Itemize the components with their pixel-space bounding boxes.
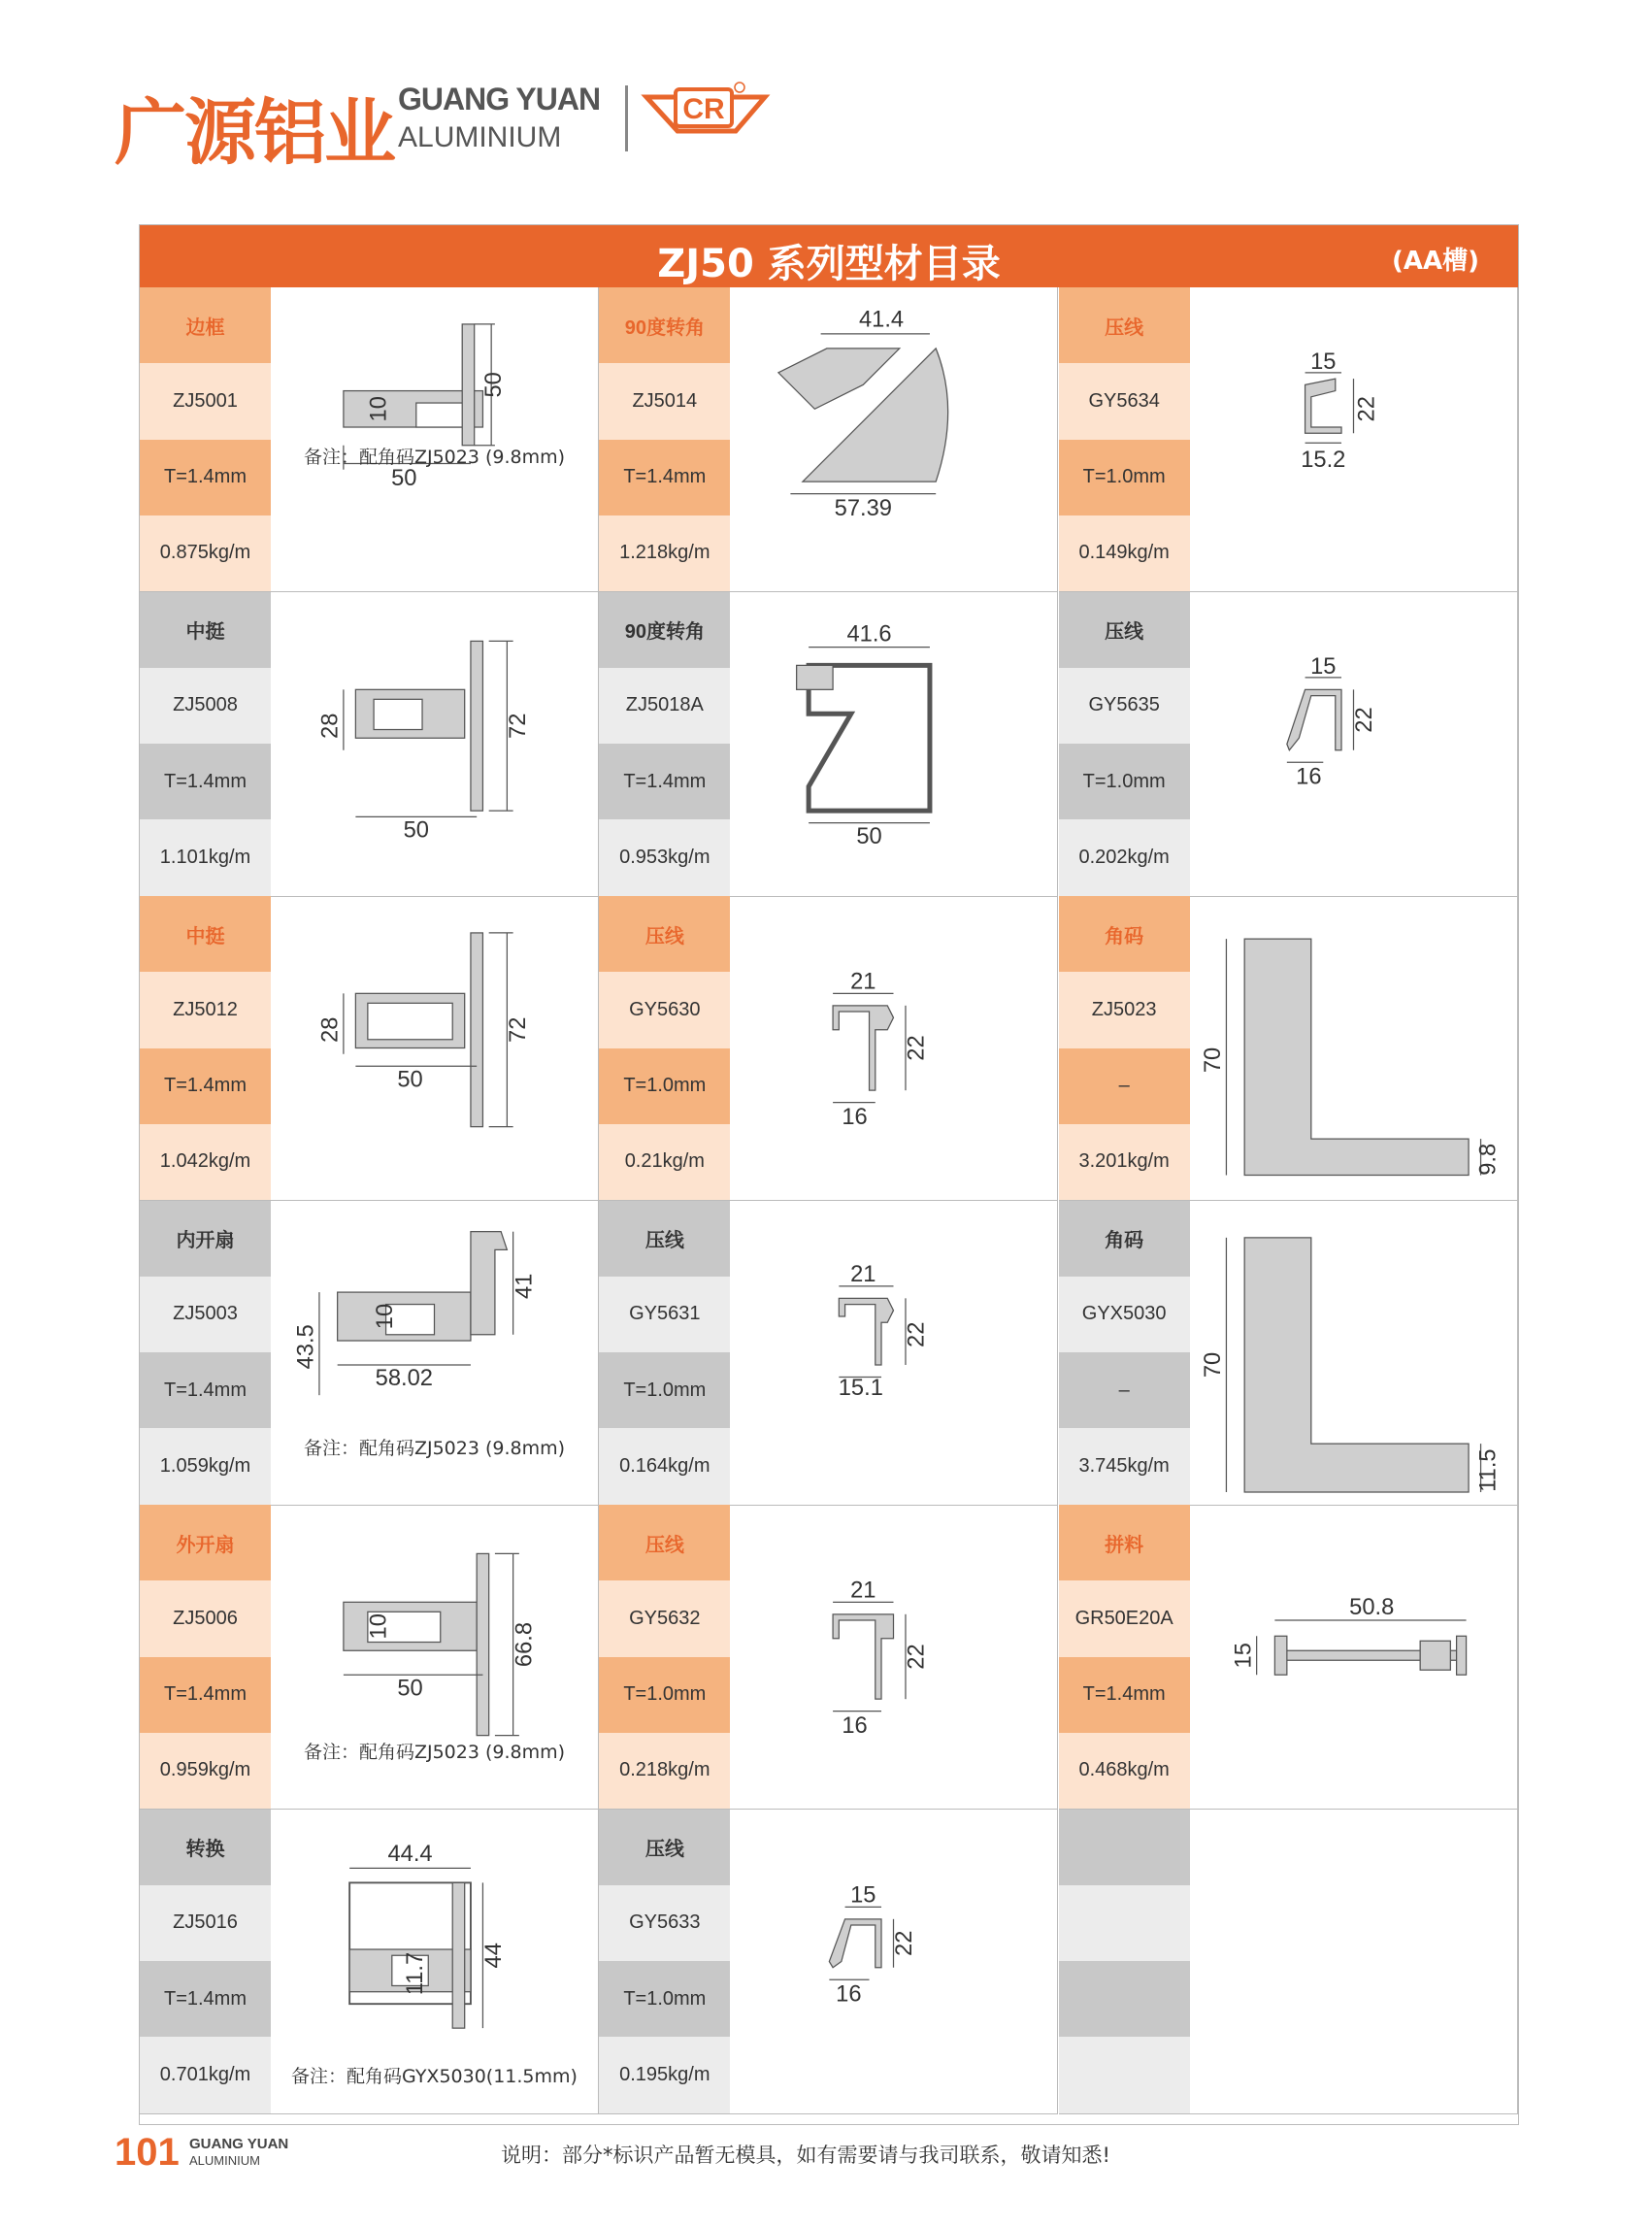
dimension-label: 11.7 <box>403 1951 429 1995</box>
profile-drawing <box>271 1201 598 1505</box>
product-cell <box>140 1505 599 1810</box>
product-thickness: T=1.4mm <box>140 440 271 515</box>
product-weight <box>1059 2037 1190 2112</box>
profile-drawing <box>271 287 598 591</box>
profile-section-icon <box>730 1810 1057 2113</box>
product-cell <box>1059 1810 1518 2114</box>
product-labels <box>599 1505 730 1809</box>
product-labels <box>140 896 271 1200</box>
product-name: 边框 <box>140 287 271 363</box>
profile-section-icon <box>1190 287 1517 591</box>
profile-drawing <box>730 592 1057 896</box>
product-weight: 1.042kg/m <box>140 1124 271 1200</box>
product-remark: 备注：配角码GYX5030(11.5mm) <box>291 2065 578 2087</box>
dimension-label: 16 <box>836 1981 862 2008</box>
product-weight: 0.468kg/m <box>1059 1733 1190 1809</box>
product-cell <box>140 896 599 1201</box>
product-name <box>1059 1810 1190 1885</box>
profile-section-icon <box>1190 1201 1517 1505</box>
product-code: GY5635 <box>1059 668 1190 744</box>
dimension-label: 50 <box>391 465 417 491</box>
product-labels <box>140 1505 271 1809</box>
product-name: 压线 <box>599 1810 730 1885</box>
dimension-label: 22 <box>892 1930 918 1956</box>
product-weight: 3.201kg/m <box>1059 1124 1190 1200</box>
profile-drawing <box>730 896 1057 1200</box>
profile-drawing <box>730 287 1057 591</box>
product-weight: 1.101kg/m <box>140 819 271 895</box>
catalog-title-bar <box>140 225 1518 287</box>
dimension-label: 15.2 <box>1300 448 1346 474</box>
product-name: 90度转角 <box>599 592 730 668</box>
product-code: ZJ5008 <box>140 668 271 744</box>
product-code <box>1059 1885 1190 1961</box>
product-labels <box>599 592 730 896</box>
profile-drawing <box>730 1505 1057 1809</box>
profile-drawing <box>271 1505 598 1809</box>
product-cell <box>140 592 599 897</box>
product-cell <box>1059 1505 1518 1810</box>
product-thickness: T=1.0mm <box>599 1352 730 1428</box>
dimension-label: 70 <box>1200 1047 1226 1074</box>
dimension-label: 16 <box>842 1713 869 1740</box>
profile-section-icon <box>730 896 1057 1200</box>
catalog-table <box>139 224 1519 2125</box>
dimension-label: 11.5 <box>1475 1447 1502 1492</box>
profile-section-icon <box>730 1201 1057 1505</box>
product-name: 压线 <box>599 1505 730 1580</box>
dimension-label: 72 <box>506 713 532 739</box>
product-cell <box>1059 896 1518 1201</box>
profile-section-icon <box>1190 1810 1517 2113</box>
product-thickness: T=1.0mm <box>1059 744 1190 819</box>
product-code: ZJ5001 <box>140 363 271 439</box>
profile-section-icon <box>730 1505 1057 1809</box>
dimension-label: 50 <box>397 1067 423 1093</box>
product-thickness: T=1.0mm <box>1059 440 1190 515</box>
dimension-label: 72 <box>506 1016 532 1043</box>
dimension-label: 44.4 <box>387 1841 433 1867</box>
dimension-label: 41.6 <box>846 620 892 647</box>
dimension-label: 15 <box>1309 653 1337 680</box>
profile-drawing <box>271 592 598 896</box>
product-name: 中挺 <box>140 592 271 668</box>
product-cell <box>599 896 1058 1201</box>
dimension-label: 58.02 <box>375 1365 433 1391</box>
product-code: GY5633 <box>599 1885 730 1961</box>
product-labels <box>599 896 730 1200</box>
dimension-label: 50.8 <box>1348 1594 1394 1620</box>
footer-brand: GUANG YUAN <box>189 2136 289 2152</box>
profile-section-icon <box>271 592 598 896</box>
product-labels <box>599 287 730 591</box>
product-cell <box>599 1201 1058 1506</box>
profile-section-icon <box>1190 1505 1517 1809</box>
profile-drawing <box>730 1810 1057 2113</box>
logo-text: CR <box>682 93 725 125</box>
profile-drawing <box>730 1201 1057 1505</box>
product-weight: 0.875kg/m <box>140 515 271 591</box>
product-code: ZJ5016 <box>140 1885 271 1961</box>
product-labels <box>140 592 271 896</box>
product-weight: 0.218kg/m <box>599 1733 730 1809</box>
dimension-label: 22 <box>1351 706 1377 733</box>
product-thickness: T=1.4mm <box>140 1657 271 1733</box>
product-name: 压线 <box>599 1201 730 1277</box>
dimension-label: 41 <box>512 1273 538 1299</box>
product-weight: 0.21kg/m <box>599 1124 730 1200</box>
product-remark: 备注：配角码ZJ5023 (9.8mm) <box>303 1437 566 1459</box>
product-labels <box>599 1201 730 1505</box>
footer-note: 说明：部分*标识产品暂无模具，如有需要请与我司联系，敬请知悉! <box>501 2144 1110 2167</box>
product-name: 外开扇 <box>140 1505 271 1580</box>
product-code: ZJ5012 <box>140 972 271 1047</box>
product-weight: 0.202kg/m <box>1059 819 1190 895</box>
product-cell <box>1059 1201 1518 1506</box>
dimension-label: 22 <box>905 1321 931 1347</box>
product-name: 角码 <box>1059 896 1190 972</box>
product-name: 角码 <box>1059 1201 1190 1277</box>
product-weight: 0.164kg/m <box>599 1428 730 1504</box>
product-code: GY5630 <box>599 972 730 1047</box>
product-thickness: T=1.4mm <box>599 440 730 515</box>
product-thickness: T=1.0mm <box>599 1048 730 1124</box>
product-code: ZJ5003 <box>140 1277 271 1352</box>
product-labels <box>1059 1810 1190 2113</box>
header <box>115 68 794 175</box>
profile-section-icon <box>1190 592 1517 896</box>
product-code: ZJ5023 <box>1059 972 1190 1047</box>
product-name: 压线 <box>1059 287 1190 363</box>
product-thickness: T=1.0mm <box>599 1657 730 1733</box>
product-thickness: T=1.4mm <box>140 1961 271 2037</box>
profile-drawing <box>271 896 598 1200</box>
dimension-label: 28 <box>317 713 344 739</box>
product-thickness: – <box>1059 1048 1190 1124</box>
dimension-label: 16 <box>842 1105 869 1131</box>
product-code: GR50E20A <box>1059 1580 1190 1656</box>
profile-drawing <box>1190 287 1517 591</box>
profile-section-icon <box>271 287 598 591</box>
product-weight: 0.701kg/m <box>140 2037 271 2112</box>
product-name: 压线 <box>1059 592 1190 668</box>
product-code: GY5631 <box>599 1277 730 1352</box>
product-cell <box>140 287 599 592</box>
product-code: ZJ5014 <box>599 363 730 439</box>
product-thickness: T=1.4mm <box>140 1352 271 1428</box>
product-thickness: – <box>1059 1352 1190 1428</box>
dimension-label: 22 <box>905 1035 931 1061</box>
brand-logo-icon <box>639 78 775 155</box>
dimension-label: 10 <box>366 396 392 422</box>
profile-section-icon <box>730 287 1057 591</box>
product-labels <box>1059 896 1190 1200</box>
profile-drawing <box>1190 1810 1517 2113</box>
product-weight: 0.959kg/m <box>140 1733 271 1809</box>
product-cell <box>140 1201 599 1506</box>
profile-section-icon <box>1190 896 1517 1200</box>
dimension-label: 21 <box>850 1261 876 1287</box>
profile-section-icon <box>271 896 598 1200</box>
catalog-title-note: (AA槽) <box>1391 247 1479 276</box>
dimension-label: 15 <box>1309 349 1337 376</box>
catalog-title: ZJ50 系列型材目录 <box>657 242 1001 286</box>
product-weight: 0.953kg/m <box>599 819 730 895</box>
product-code: GYX5030 <box>1059 1277 1190 1352</box>
dimension-label: 22 <box>905 1644 931 1670</box>
product-labels <box>140 1810 271 2113</box>
dimension-label: 57.39 <box>834 496 893 522</box>
product-name: 内开扇 <box>140 1201 271 1277</box>
product-thickness: T=1.0mm <box>599 1961 730 2037</box>
profile-drawing <box>1190 896 1517 1200</box>
dimension-label: 10 <box>366 1613 392 1640</box>
product-cell <box>1059 287 1518 592</box>
product-remark: 备注：配角码ZJ5023 (9.8mm) <box>303 1742 566 1763</box>
product-cell <box>599 1505 1058 1810</box>
product-name: 转换 <box>140 1810 271 1885</box>
dimension-label: 15 <box>850 1881 876 1908</box>
dimension-label: 21 <box>850 969 876 995</box>
brand-name-en: GUANG YUAN <box>398 82 601 116</box>
profile-drawing <box>271 1810 598 2113</box>
dimension-label: 66.8 <box>512 1621 538 1668</box>
dimension-label: 10 <box>372 1303 398 1329</box>
product-name: 压线 <box>599 896 730 972</box>
page-number: 101 <box>115 2131 180 2174</box>
brand-divider <box>625 85 628 151</box>
dimension-label: 15.1 <box>839 1375 884 1401</box>
product-labels <box>140 287 271 591</box>
dimension-label: 15 <box>1231 1643 1257 1669</box>
dimension-label: 50 <box>403 817 429 844</box>
product-thickness: T=1.4mm <box>140 744 271 819</box>
profile-drawing <box>1190 1505 1517 1809</box>
product-labels <box>599 1810 730 2113</box>
dimension-label: 9.8 <box>1475 1143 1502 1176</box>
profile-drawing <box>1190 1201 1517 1505</box>
product-name: 中挺 <box>140 896 271 972</box>
product-cell <box>1059 592 1518 897</box>
product-code: GY5634 <box>1059 363 1190 439</box>
dimension-label: 70 <box>1200 1351 1226 1378</box>
product-labels <box>1059 592 1190 896</box>
brand-name-cn: 广源铝业 <box>115 91 394 175</box>
dimension-label: 50 <box>397 1676 423 1702</box>
product-name: 90度转角 <box>599 287 730 363</box>
product-code: ZJ5018A <box>599 668 730 744</box>
footer-brand-sub: ALUMINIUM <box>189 2153 260 2168</box>
profile-section-icon <box>730 592 1057 896</box>
dimension-label: 28 <box>317 1016 344 1043</box>
product-weight: 0.149kg/m <box>1059 515 1190 591</box>
product-cell <box>599 592 1058 897</box>
product-labels <box>1059 287 1190 591</box>
product-labels <box>1059 1201 1190 1505</box>
product-thickness: T=1.4mm <box>140 1048 271 1124</box>
dimension-label: 16 <box>1295 764 1322 790</box>
product-cell <box>599 287 1058 592</box>
product-thickness: T=1.4mm <box>1059 1657 1190 1733</box>
dimension-label: 21 <box>850 1578 876 1604</box>
dimension-label: 22 <box>1354 396 1380 422</box>
product-cell <box>599 1810 1058 2114</box>
product-code: GY5632 <box>599 1580 730 1656</box>
product-weight: 0.195kg/m <box>599 2037 730 2112</box>
dimension-label: 50 <box>481 372 508 398</box>
product-name: 拼料 <box>1059 1505 1190 1580</box>
product-thickness: T=1.4mm <box>599 744 730 819</box>
dimension-label: 44 <box>481 1942 508 1968</box>
dimension-label: 43.5 <box>293 1323 319 1369</box>
product-thickness <box>1059 1961 1190 2037</box>
brand-name-en-sub: ALUMINIUM <box>398 121 562 153</box>
product-labels <box>1059 1505 1190 1809</box>
dimension-label: 41.4 <box>859 307 905 333</box>
product-cell <box>140 1810 599 2114</box>
product-labels <box>140 1201 271 1505</box>
product-remark: 备注：配角码ZJ5023 (9.8mm) <box>303 447 566 468</box>
profile-drawing <box>1190 592 1517 896</box>
dimension-label: 50 <box>856 823 883 849</box>
product-code: ZJ5006 <box>140 1580 271 1656</box>
product-weight: 1.218kg/m <box>599 515 730 591</box>
product-weight: 3.745kg/m <box>1059 1428 1190 1504</box>
product-weight: 1.059kg/m <box>140 1428 271 1504</box>
